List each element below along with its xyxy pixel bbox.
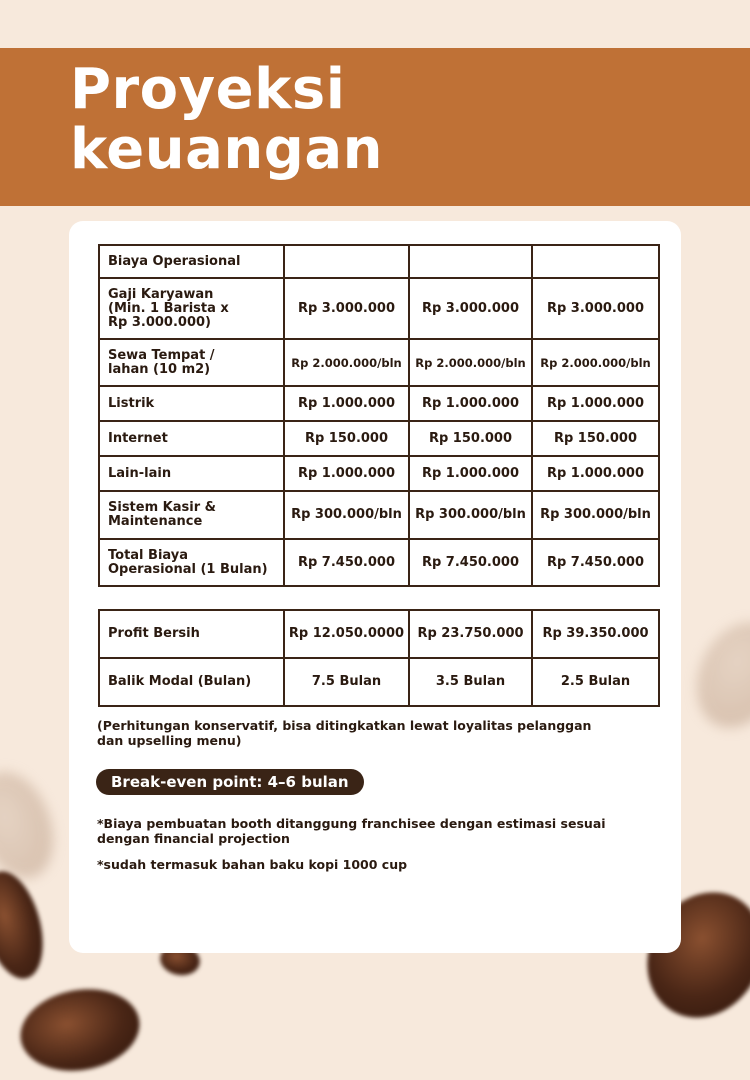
- row-label: Gaji Karyawan (Min. 1 Barista x Rp 3.000.000): [99, 278, 284, 339]
- value-cell: Rp 1.000.000: [284, 456, 409, 491]
- value-cell: Rp 300.000/bln: [532, 491, 659, 539]
- value-cell: Rp 7.450.000: [284, 539, 409, 586]
- value-cell: Rp 1.000.000: [409, 386, 532, 421]
- value-cell: Rp 1.000.000: [284, 386, 409, 421]
- value-cell: [409, 245, 532, 278]
- value-cell: Rp 1.000.000: [409, 456, 532, 491]
- conservative-note: (Perhitungan konservatif, bisa ditingkatkan lewat loyalitas pelanggan dan upselling menu): [97, 718, 592, 748]
- row-label: Sistem Kasir & Maintenance: [99, 491, 284, 539]
- value-cell: Rp 2.000.000/bln: [409, 339, 532, 386]
- coffee-bean-blurred-right: [681, 608, 750, 742]
- value-cell: 7.5 Bulan: [284, 658, 409, 706]
- value-cell: Rp 2.000.000/bln: [284, 339, 409, 386]
- table-row: [99, 278, 659, 339]
- coffee-bean-bottom-left: [0, 865, 53, 985]
- row-label: Sewa Tempat / lahan (10 m2): [99, 339, 284, 386]
- break-even-badge: Break-even point: 4–6 bulan: [96, 769, 364, 795]
- row-label: Internet: [99, 421, 284, 456]
- table-row: [99, 491, 659, 539]
- value-cell: Rp 300.000/bln: [409, 491, 532, 539]
- operational-cost-table: [98, 244, 660, 587]
- table-row: [99, 658, 659, 706]
- value-cell: Rp 150.000: [532, 421, 659, 456]
- value-cell: Rp 3.000.000: [532, 278, 659, 339]
- table-row: [99, 610, 659, 658]
- table-row: [99, 421, 659, 456]
- table-row: [99, 386, 659, 421]
- table-row: [99, 539, 659, 586]
- value-cell: Rp 150.000: [284, 421, 409, 456]
- table-row: [99, 339, 659, 386]
- value-cell: Rp 12.050.0000: [284, 610, 409, 658]
- value-cell: Rp 7.450.000: [532, 539, 659, 586]
- value-cell: Rp 3.000.000: [284, 278, 409, 339]
- row-label: Biaya Operasional: [99, 245, 284, 278]
- row-label: Balik Modal (Bulan): [99, 658, 284, 706]
- row-label: Listrik: [99, 386, 284, 421]
- footnote-material: *sudah termasuk bahan baku kopi 1000 cup: [97, 857, 408, 872]
- coffee-bean-bottom-mid: [14, 980, 146, 1080]
- table-row: [99, 245, 659, 278]
- value-cell: Rp 300.000/bln: [284, 491, 409, 539]
- page-title: Proyeksi keuangan: [70, 57, 383, 182]
- value-cell: [532, 245, 659, 278]
- value-cell: 2.5 Bulan: [532, 658, 659, 706]
- value-cell: Rp 23.750.000: [409, 610, 532, 658]
- coffee-bean-blurred-left: [0, 761, 67, 888]
- row-label: Profit Bersih: [99, 610, 284, 658]
- row-label: Lain-lain: [99, 456, 284, 491]
- row-label: Total Biaya Operasional (1 Bulan): [99, 539, 284, 586]
- value-cell: Rp 1.000.000: [532, 386, 659, 421]
- value-cell: Rp 39.350.000: [532, 610, 659, 658]
- value-cell: Rp 7.450.000: [409, 539, 532, 586]
- value-cell: Rp 2.000.000/bln: [532, 339, 659, 386]
- value-cell: Rp 150.000: [409, 421, 532, 456]
- value-cell: 3.5 Bulan: [409, 658, 532, 706]
- value-cell: Rp 1.000.000: [532, 456, 659, 491]
- footnote-booth: *Biaya pembuatan booth ditanggung franchisee dengan estimasi sesuai dengan financial projection: [97, 816, 606, 846]
- value-cell: [284, 245, 409, 278]
- value-cell: Rp 3.000.000: [409, 278, 532, 339]
- table-row: [99, 456, 659, 491]
- profit-table: [98, 609, 660, 707]
